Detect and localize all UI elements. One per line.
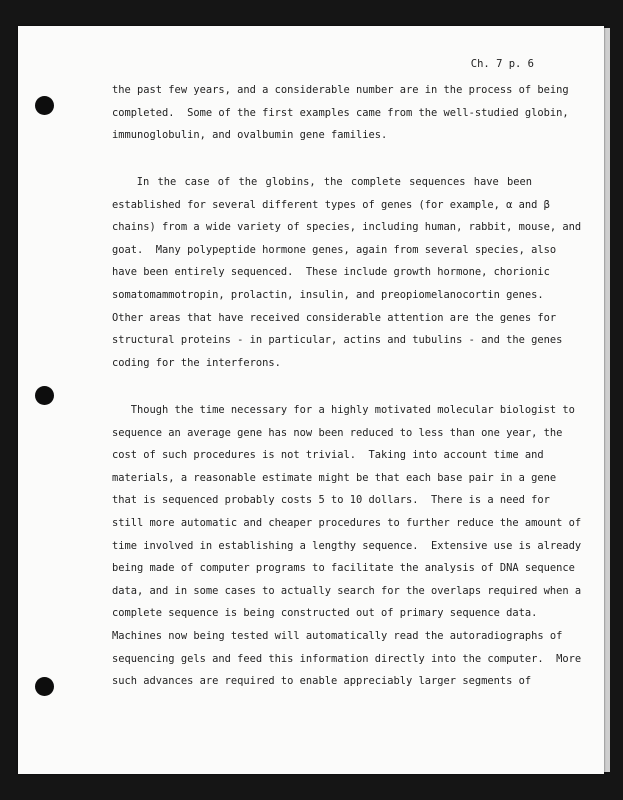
text-line: cost of such procedures is not trivial. Taking into account time and: [112, 449, 544, 462]
paragraph-2: [112, 171, 582, 374]
paragraph-3: [112, 399, 582, 693]
text-line: still more automatic and cheaper procedures to further reduce the amount of: [112, 516, 582, 529]
text-line: that is sequenced probably costs 5 to 10 dollars. There is a need for: [112, 494, 550, 507]
text-line: time involved in establishing a lengthy sequence. Extensive use is already: [112, 539, 582, 552]
text-line: established for several different types of genes (for example, α and β: [112, 198, 550, 211]
text-line: immunoglobulin, and ovalbumin gene families.: [112, 129, 388, 142]
text-line: goat. Many polypeptide hormone genes, again from several species, also: [112, 243, 557, 256]
page-edge: [604, 28, 610, 772]
text-line: being made of computer programs to facilitate the analysis of DNA sequence: [112, 562, 575, 575]
text-line: chains) from a wide variety of species, including human, rabbit, mouse, and: [112, 221, 582, 234]
text-line: Other areas that have received considerable attention are the genes for: [112, 311, 557, 324]
text-line: sequencing gels and feed this information directly into the computer. More: [112, 652, 582, 665]
text-line: have been entirely sequenced. These include growth hormone, chorionic: [112, 266, 550, 279]
punch-hole-bottom: [35, 677, 54, 696]
text-line: such advances are required to enable appreciably larger segments of: [112, 675, 532, 688]
text-line: materials, a reasonable estimate might be that each base pair in a gene: [112, 471, 557, 484]
text-line: complete sequence is being constructed out of primary sequence data.: [112, 607, 538, 620]
text-line: In the case of the globins, the complete sequences have been: [112, 176, 532, 188]
punch-hole-middle: [35, 386, 54, 405]
page-header: Ch. 7 p. 6: [470, 58, 534, 70]
text-line: somatomammotropin, prolactin, insulin, and preopiomelanocortin genes.: [112, 288, 544, 301]
text-line: Machines now being tested will automatically read the autoradiographs of: [112, 629, 563, 642]
text-line: the past few years, and a considerable number are in the process of being: [112, 84, 569, 96]
document-page: [18, 26, 604, 774]
punch-hole-top: [35, 96, 54, 115]
text-line: structural proteins - in particular, actins and tubulins - and the genes: [112, 334, 563, 347]
text-line: data, and in some cases to actually search for the overlaps required when a: [112, 584, 582, 597]
paragraph-1: [112, 79, 569, 147]
text-line: completed. Some of the first examples came from the well-studied globin,: [112, 106, 569, 119]
text-line: sequence an average gene has now been reduced to less than one year, the: [112, 426, 563, 439]
text-line: Though the time necessary for a highly motivated molecular biologist to: [112, 404, 575, 416]
text-line: coding for the interferons.: [112, 356, 281, 369]
